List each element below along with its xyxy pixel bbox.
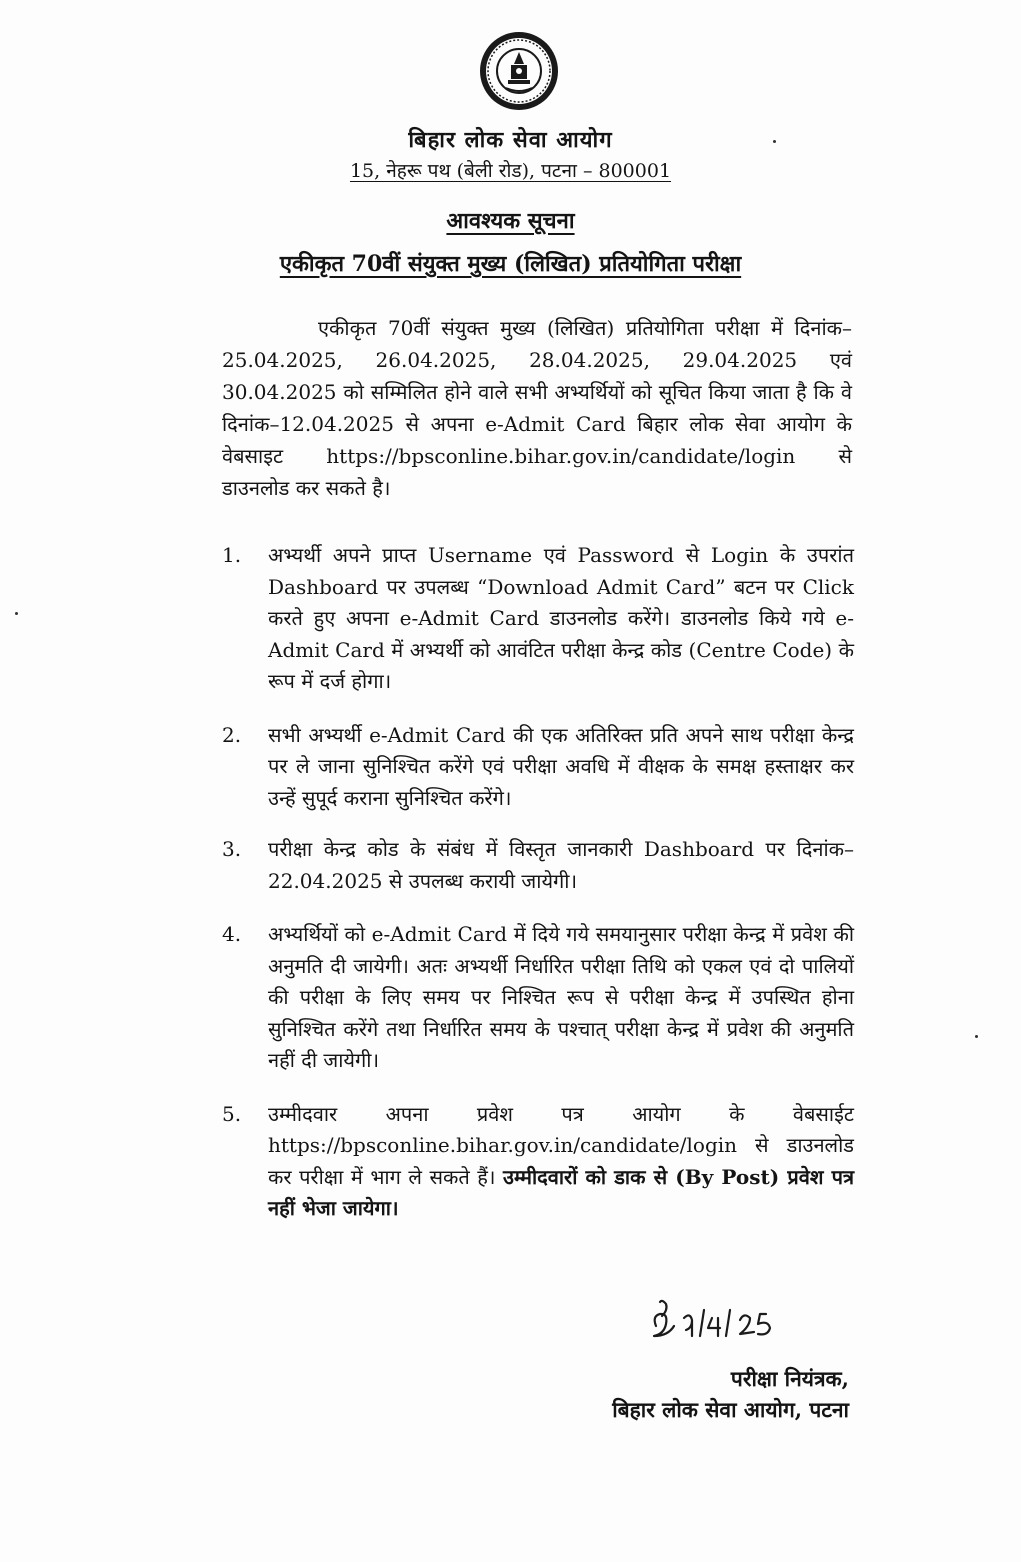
scan-speck — [15, 612, 18, 615]
notice-heading: आवश्यक सूचना — [446, 208, 575, 234]
item-number: 2. — [222, 722, 242, 747]
item-number: 5. — [222, 1101, 242, 1126]
notice-subject: एकीकृत 70वीं संयुक्त मुख्य (लिखित) प्रतियोगिता परीक्षा — [279, 251, 742, 277]
item-bold-text: उम्मीदवारों को डाक से (By Post) प्रवेश पत्र नहीं भेजा जायेगा। — [268, 1164, 854, 1220]
item-text: उम्मीदवार अपना प्रवेश पत्र आयोग के वेबसाईट https://bpsconline.bihar.gov.in/candidate/login से डाउनलोड कर परीक्षा में भाग ले सकते हैं। — [268, 1101, 854, 1189]
list-item — [222, 834, 854, 897]
list-item — [222, 720, 854, 815]
bpsc-seal-icon — [478, 30, 560, 112]
item-text: अभ्यर्थियों को e-Admit Card में दिये गये समयानुसार परीक्षा केन्द्र में प्रवेश की अनुमति दी जायेगी। अतः अभ्यर्थी निर्धारित परीक्षा तिथि को एकल एवं दो पालियों की परीक्षा के लिए समय पर निश्चित रूप से परीक्षा केन्द्र में उपस्थित होना सुनिश्चित करेंगे तथा निर्धारित समय के पश्चात् परीक्षा केन्द्र में प्रवेश की अनुमति नहीं दी जायेगी। — [268, 922, 854, 1072]
list-item — [222, 540, 854, 698]
item-number: 1. — [222, 543, 242, 567]
handwritten-signature — [646, 1296, 796, 1346]
item-text: परीक्षा केन्द्र कोड के संबंध में विस्तृत जानकारी Dashboard पर दिनांक–22.04.2025 से उपलब्ध करायी जायेगी। — [268, 837, 854, 893]
scan-speck — [773, 140, 776, 143]
signatory-title: परीक्षा नियंत्रक, — [730, 1366, 849, 1391]
scan-speck — [975, 1035, 978, 1038]
item-text: सभी अभ्यर्थी e-Admit Card की एक अतिरिक्त प्रति अपने साथ परीक्षा केन्द्र पर ले जाना सुनिश्चित करेंगे एवं परीक्षा अवधि में वीक्षक के समक्ष हस्ताक्षर कर उन्हें सुपूर्द कराना सुनिश्चित करेंगे। — [268, 722, 854, 810]
intro-paragraph: एकीकृत 70वीं संयुक्त मुख्य (लिखित) प्रतियोगिता परीक्षा में दिनांक–25.04.2025, 26.04.2025, 28.04.2025, 29.04.2025 एवं 30.04.2025 को सम्मिलित होने वाले सभी अभ्यर्थियों को सूचित किया जाता है कि वे दिनांक–12.04.2025 से अपना e-Admit Card बिहार लोक सेवा आयोग के वेबसाइट https://bpsconline.bihar.gov.in/candidate/login से डाउनलोड कर सकते है। — [222, 316, 852, 500]
list-item — [222, 1099, 854, 1225]
item-number: 4. — [222, 922, 242, 946]
list-item — [222, 919, 854, 1077]
instruction-list — [222, 540, 854, 1225]
organization-address: 15, नेहरू पथ (बेली रोड), पटना – 800001 — [349, 160, 672, 182]
item-text: अभ्यर्थी अपने प्राप्त Username एवं Password से Login के उपरांत Dashboard पर उपलब्ध “Download Admit Card” बटन पर Click करते हुए अपना e-Admit Card डाउनलोड करेंगे। डाउनलोड किये गये e-Admit Card में अभ्यर्थी को आवंटित परीक्षा केन्द्र कोड (Centre Code) के रूप में दर्ज होगा। — [268, 543, 854, 693]
organization-name: बिहार लोक सेवा आयोग — [408, 127, 613, 153]
signatory-organization: बिहार लोक सेवा आयोग, पटना — [612, 1397, 849, 1422]
item-number: 3. — [222, 837, 242, 861]
